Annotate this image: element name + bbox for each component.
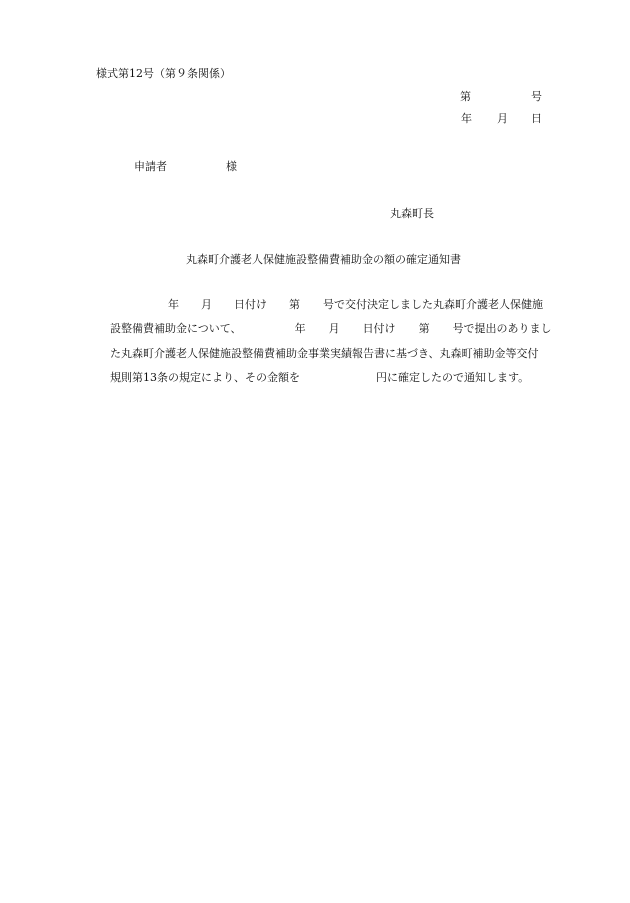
body-line-3: [110, 348, 539, 359]
body-text: 規則第13条の規定により、その金額を: [110, 371, 300, 384]
body-text: 年: [168, 298, 179, 311]
body-line-4: [110, 372, 529, 383]
body-text: 号で交付決定しました丸森町介護老人保健施: [323, 298, 543, 311]
body-text: 第: [418, 322, 430, 335]
date-month-label: 月: [497, 112, 508, 125]
body-text: 円に確定したので通知します。: [376, 371, 530, 384]
date-day-label: 日: [531, 112, 542, 125]
body-text: 第: [289, 298, 300, 311]
document-title: 丸森町介護老人保健施設整備費補助金の額の確定通知書: [186, 253, 461, 266]
applicant-honorific: 様: [226, 160, 237, 173]
document-number-prefix: 第: [460, 90, 471, 103]
body-text: 日付け: [234, 298, 267, 311]
body-text: た丸森町介護老人保健施設整備費補助金事業実績報告書に基づき、丸森町補助金等交付: [110, 347, 539, 360]
body-text: 設整備費補助金について、: [110, 322, 242, 335]
date-year-label: 年: [461, 112, 472, 125]
form-number: 様式第12号（第９条関係）: [96, 67, 231, 80]
body-line-1: [96, 299, 543, 310]
body-text: 号で提出のありまし: [452, 322, 552, 335]
body-line-2: [110, 323, 552, 334]
body-text: 日付け: [362, 322, 396, 335]
body-text: 月: [328, 322, 340, 335]
body-text: 月: [201, 298, 212, 311]
body-text: 年: [294, 322, 306, 335]
applicant-label: 申請者: [134, 160, 167, 173]
document-number-suffix: 号: [531, 90, 542, 103]
issuer-name: 丸森町長: [390, 207, 434, 220]
